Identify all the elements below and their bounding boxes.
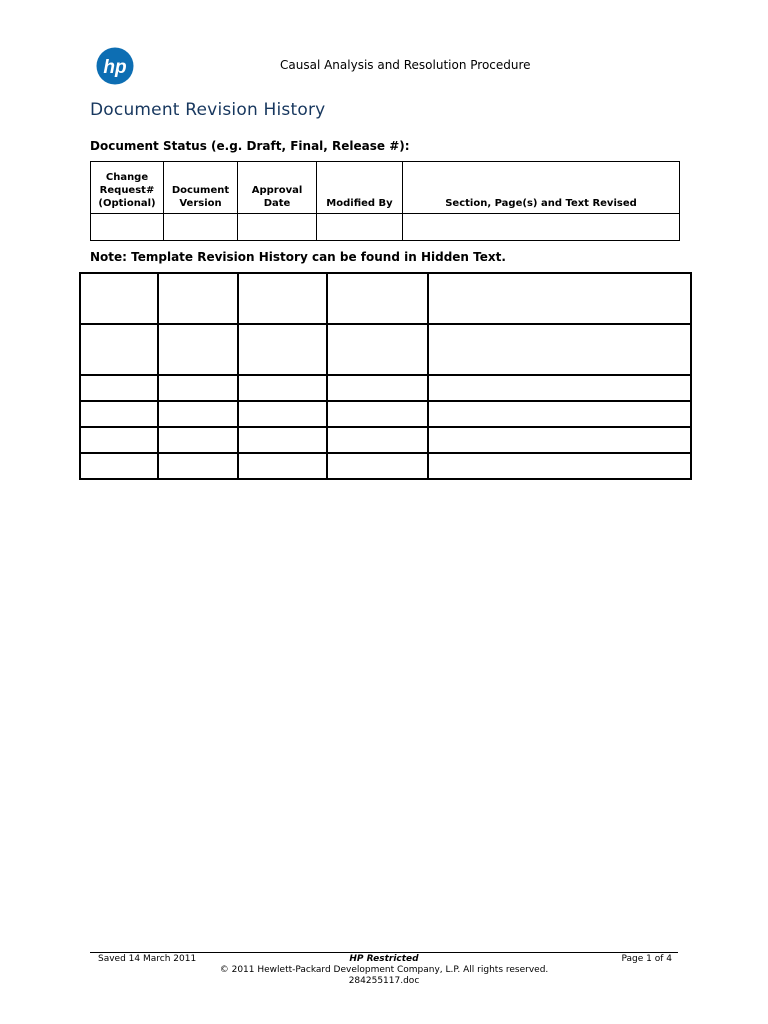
footer-divider xyxy=(90,952,678,953)
table-cell[interactable] xyxy=(158,401,238,427)
table-row xyxy=(80,453,691,479)
table-cell[interactable] xyxy=(158,324,238,375)
svg-text:hp: hp xyxy=(103,57,127,78)
table-cell[interactable] xyxy=(238,453,327,479)
table-cell[interactable] xyxy=(327,401,428,427)
column-header-approval-date: Approval Date xyxy=(238,162,317,214)
column-header-change-request: Change Request# (Optional) xyxy=(91,162,164,214)
column-header-section-revised: Section, Page(s) and Text Revised xyxy=(403,162,680,214)
table-cell[interactable] xyxy=(327,427,428,453)
table-row xyxy=(80,273,691,324)
column-header-modified-by: Modified By xyxy=(317,162,403,214)
table-cell[interactable] xyxy=(428,401,691,427)
document-header-title: Causal Analysis and Resolution Procedure xyxy=(280,58,531,72)
footer-page-number: Page 1 of 4 xyxy=(621,954,672,964)
table-cell[interactable] xyxy=(164,214,238,241)
table-cell[interactable] xyxy=(428,273,691,324)
table-cell[interactable] xyxy=(158,427,238,453)
table-cell[interactable] xyxy=(327,375,428,401)
table-header-row xyxy=(91,162,680,214)
table-cell[interactable] xyxy=(238,401,327,427)
table-cell[interactable] xyxy=(327,324,428,375)
table-cell[interactable] xyxy=(327,453,428,479)
table-cell[interactable] xyxy=(158,273,238,324)
footer-saved-date: Saved 14 March 2011 xyxy=(98,954,197,964)
table-cell[interactable] xyxy=(80,401,158,427)
table-cell[interactable] xyxy=(428,453,691,479)
table-cell[interactable] xyxy=(238,214,317,241)
table-row xyxy=(80,375,691,401)
revision-history-table xyxy=(90,161,680,241)
table-cell[interactable] xyxy=(80,375,158,401)
table-cell[interactable] xyxy=(80,273,158,324)
column-header-document-version: Document Version xyxy=(164,162,238,214)
table-cell[interactable] xyxy=(158,453,238,479)
table-cell[interactable] xyxy=(158,375,238,401)
table-cell[interactable] xyxy=(238,427,327,453)
table-cell[interactable] xyxy=(80,324,158,375)
table-cell[interactable] xyxy=(91,214,164,241)
table-row xyxy=(80,401,691,427)
footer-copyright: © 2011 Hewlett-Packard Development Company, L.P. All rights reserved. xyxy=(219,965,549,975)
table-cell[interactable] xyxy=(403,214,680,241)
document-status-label: Document Status (e.g. Draft, Final, Release #): xyxy=(90,139,410,153)
table-cell[interactable] xyxy=(428,375,691,401)
table-cell[interactable] xyxy=(428,324,691,375)
table-cell[interactable] xyxy=(238,273,327,324)
table-cell[interactable] xyxy=(238,324,327,375)
footer-filename: 284255117.doc xyxy=(348,976,420,986)
template-note: Note: Template Revision History can be found in Hidden Text. xyxy=(90,250,506,264)
table-cell[interactable] xyxy=(238,375,327,401)
table-row xyxy=(80,324,691,375)
footer-classification: HP Restricted xyxy=(349,954,419,964)
section-heading: Document Revision History xyxy=(90,100,326,120)
table-row xyxy=(80,427,691,453)
table-cell[interactable] xyxy=(80,453,158,479)
table-cell[interactable] xyxy=(80,427,158,453)
table-row xyxy=(91,214,680,241)
hidden-revision-table xyxy=(79,272,692,480)
table-cell[interactable] xyxy=(327,273,428,324)
table-cell[interactable] xyxy=(317,214,403,241)
hp-logo-icon xyxy=(96,47,134,85)
table-cell[interactable] xyxy=(428,427,691,453)
